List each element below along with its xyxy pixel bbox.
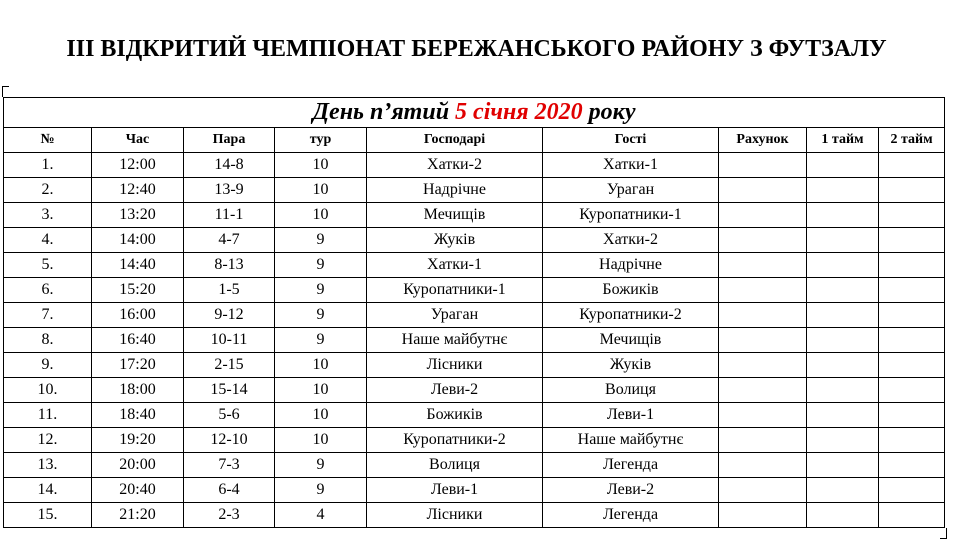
cell-half2 [879,153,945,178]
cell-pair: 5-6 [184,403,275,428]
cell-pair: 2-15 [184,353,275,378]
corner-mark-top-left [2,86,9,97]
cell-tour: 4 [275,503,367,528]
cell-number: 4. [4,228,92,253]
cell-home-team: Мечищів [367,203,543,228]
cell-time: 15:20 [92,278,184,303]
table-row [4,253,945,278]
cell-half1 [807,303,879,328]
cell-tour: 9 [275,228,367,253]
cell-away-team: Наше майбутнє [543,428,719,453]
cell-number: 3. [4,203,92,228]
table-row [4,153,945,178]
cell-half1 [807,253,879,278]
table-row [4,278,945,303]
cell-half2 [879,503,945,528]
cell-half1 [807,228,879,253]
cell-half1 [807,428,879,453]
cell-half2 [879,428,945,453]
cell-score [719,353,807,378]
cell-number: 12. [4,428,92,453]
cell-pair: 8-13 [184,253,275,278]
cell-tour: 10 [275,353,367,378]
col-header-tour: тур [275,128,367,153]
cell-away-team: Жуків [543,353,719,378]
cell-time: 18:40 [92,403,184,428]
cell-half2 [879,403,945,428]
cell-tour: 9 [275,328,367,353]
cell-half1 [807,503,879,528]
cell-half2 [879,228,945,253]
cell-half2 [879,303,945,328]
cell-home-team: Хатки-2 [367,153,543,178]
cell-tour: 10 [275,378,367,403]
cell-score [719,478,807,503]
cell-score [719,228,807,253]
cell-number: 2. [4,178,92,203]
day-heading-row [4,98,945,128]
cell-number: 11. [4,403,92,428]
cell-half1 [807,403,879,428]
cell-home-team: Леви-1 [367,478,543,503]
cell-home-team: Леви-2 [367,378,543,403]
cell-home-team: Жуків [367,228,543,253]
cell-number: 10. [4,378,92,403]
cell-pair: 2-3 [184,503,275,528]
cell-pair: 15-14 [184,378,275,403]
cell-number: 7. [4,303,92,328]
cell-home-team: Хатки-1 [367,253,543,278]
cell-half2 [879,478,945,503]
cell-half1 [807,278,879,303]
cell-half2 [879,378,945,403]
table-row [4,378,945,403]
cell-away-team: Хатки-2 [543,228,719,253]
cell-number: 14. [4,478,92,503]
cell-pair: 14-8 [184,153,275,178]
cell-away-team: Хатки-1 [543,153,719,178]
cell-pair: 4-7 [184,228,275,253]
cell-half2 [879,253,945,278]
cell-away-team: Ураган [543,178,719,203]
cell-score [719,503,807,528]
cell-time: 14:00 [92,228,184,253]
cell-away-team: Мечищів [543,328,719,353]
cell-score [719,403,807,428]
cell-half2 [879,453,945,478]
cell-number: 13. [4,453,92,478]
cell-half2 [879,328,945,353]
cell-score [719,378,807,403]
cell-half2 [879,178,945,203]
cell-number: 15. [4,503,92,528]
cell-half2 [879,278,945,303]
cell-time: 20:40 [92,478,184,503]
cell-pair: 13-9 [184,178,275,203]
cell-tour: 10 [275,153,367,178]
cell-home-team: Надрічне [367,178,543,203]
cell-half1 [807,203,879,228]
cell-time: 13:20 [92,203,184,228]
cell-score [719,153,807,178]
page-title: ІІІ ВІДКРИТИЙ ЧЕМПІОНАТ БЕРЕЖАНСЬКОГО РАЙОНУ З ФУТЗАЛУ [66,36,887,62]
cell-score [719,278,807,303]
cell-half1 [807,328,879,353]
cell-number: 6. [4,278,92,303]
corner-mark-bottom-right [940,528,947,539]
cell-tour: 10 [275,428,367,453]
cell-tour: 9 [275,303,367,328]
cell-half2 [879,353,945,378]
col-header-half1: 1 тайм [807,128,879,153]
col-header-half2: 2 тайм [879,128,945,153]
day-date: 5 січня 2020 [455,99,583,125]
table-row [4,428,945,453]
table-row [4,303,945,328]
cell-tour: 10 [275,203,367,228]
cell-time: 20:00 [92,453,184,478]
cell-score [719,303,807,328]
table-row [4,353,945,378]
cell-home-team: Божиків [367,403,543,428]
cell-half1 [807,478,879,503]
cell-tour: 10 [275,403,367,428]
cell-home-team: Лісники [367,503,543,528]
cell-away-team: Леви-1 [543,403,719,428]
cell-tour: 9 [275,253,367,278]
cell-half1 [807,178,879,203]
cell-time: 16:00 [92,303,184,328]
cell-number: 5. [4,253,92,278]
cell-tour: 9 [275,478,367,503]
cell-away-team: Куропатники-1 [543,203,719,228]
cell-number: 1. [4,153,92,178]
cell-away-team: Надрічне [543,253,719,278]
day-heading [4,98,945,128]
cell-tour: 9 [275,278,367,303]
cell-half1 [807,378,879,403]
cell-half1 [807,153,879,178]
col-header-number: № [4,128,92,153]
table-row [4,328,945,353]
cell-pair: 12-10 [184,428,275,453]
cell-away-team: Леви-2 [543,478,719,503]
cell-time: 19:20 [92,428,184,453]
cell-half1 [807,453,879,478]
cell-home-team: Наше майбутнє [367,328,543,353]
cell-half1 [807,353,879,378]
table-row [4,503,945,528]
table-row [4,228,945,253]
table-row [4,403,945,428]
cell-half2 [879,203,945,228]
cell-away-team: Легенда [543,453,719,478]
cell-pair: 6-4 [184,478,275,503]
col-header-pair: Пара [184,128,275,153]
table-row [4,203,945,228]
cell-away-team: Куропатники-2 [543,303,719,328]
cell-score [719,203,807,228]
cell-number: 9. [4,353,92,378]
col-header-away: Гості [543,128,719,153]
cell-score [719,253,807,278]
cell-time: 17:20 [92,353,184,378]
cell-home-team: Куропатники-2 [367,428,543,453]
cell-away-team: Легенда [543,503,719,528]
cell-pair: 11-1 [184,203,275,228]
cell-away-team: Божиків [543,278,719,303]
cell-tour: 9 [275,453,367,478]
cell-home-team: Волиця [367,453,543,478]
cell-home-team: Ураган [367,303,543,328]
cell-pair: 10-11 [184,328,275,353]
cell-time: 21:20 [92,503,184,528]
cell-time: 12:00 [92,153,184,178]
day-suffix: року [588,99,636,125]
cell-score [719,453,807,478]
cell-score [719,428,807,453]
cell-home-team: Лісники [367,353,543,378]
cell-score [719,178,807,203]
cell-time: 16:40 [92,328,184,353]
table-row [4,478,945,503]
cell-score [719,328,807,353]
table-row [4,453,945,478]
cell-pair: 1-5 [184,278,275,303]
col-header-time: Час [92,128,184,153]
cell-time: 14:40 [92,253,184,278]
cell-home-team: Куропатники-1 [367,278,543,303]
cell-pair: 9-12 [184,303,275,328]
cell-away-team: Волиця [543,378,719,403]
cell-time: 18:00 [92,378,184,403]
cell-pair: 7-3 [184,453,275,478]
day-prefix: День п’ятий [312,99,450,125]
table-row [4,178,945,203]
cell-tour: 10 [275,178,367,203]
cell-time: 12:40 [92,178,184,203]
schedule-table [3,97,945,528]
cell-number: 8. [4,328,92,353]
column-header-row [4,128,945,153]
col-header-score: Рахунок [719,128,807,153]
col-header-home: Господарі [367,128,543,153]
